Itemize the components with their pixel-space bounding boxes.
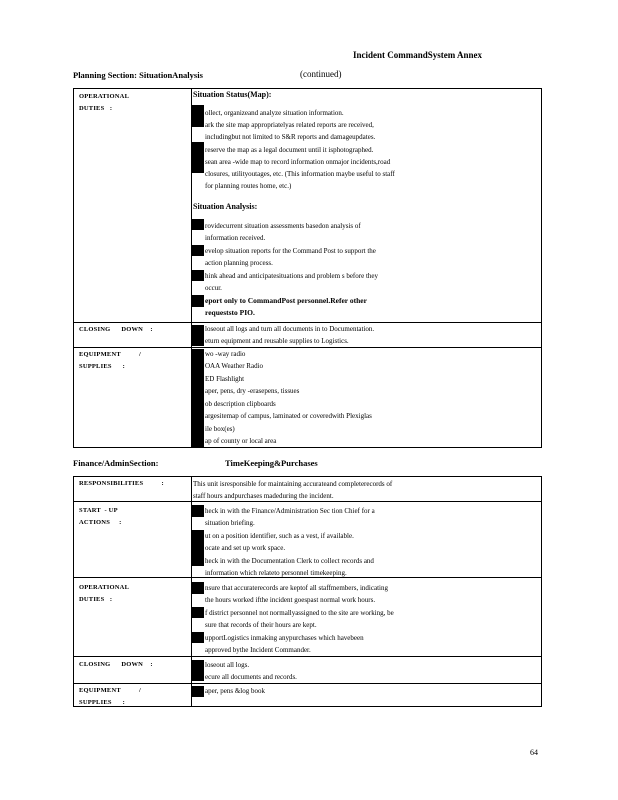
redaction-block	[192, 505, 204, 517]
closing-down-row	[74, 322, 541, 347]
text-line: reserve the map as a legal document until it isphotographed.	[205, 146, 374, 154]
redaction-block	[192, 245, 204, 256]
redaction-block	[192, 151, 204, 173]
section-heading: Planning Section: SituationAnalysis	[73, 70, 203, 80]
text-line: loseout all logs and turn all documents in to Documentation.	[205, 325, 375, 333]
row-label: OPERATIONAL DUTIES :	[79, 93, 130, 112]
redaction-block	[192, 219, 204, 230]
row-label: START - UP ACTIONS :	[79, 507, 122, 526]
redaction-block	[192, 582, 204, 594]
equipment-row	[74, 347, 541, 449]
text-line: action planning process.	[205, 259, 273, 267]
row-label: EQUIPMENT / SUPPLIES :	[79, 687, 142, 706]
redaction-block	[192, 270, 204, 281]
text-line: aper, pens, dry -erasepens, tissues	[205, 387, 300, 395]
text-line: ap of county or local area	[205, 437, 277, 445]
row-label: RESPONSIBILITIES :	[79, 480, 164, 487]
text-line: heck in with the Finance/Administration Sec tion Chief for a	[205, 507, 375, 515]
row-label: CLOSING DOWN :	[79, 661, 153, 668]
text-line: wo -way radio	[205, 350, 246, 358]
finance-closing-down-row	[74, 656, 541, 683]
situation-status-heading: Situation Status(Map):	[193, 90, 272, 99]
redaction-block	[192, 632, 204, 643]
text-line: ile box(es)	[205, 425, 235, 433]
text-line: includingbut not limited to S&R reports and damageupdates.	[205, 133, 376, 141]
text-line: information which relateto personnel timekeeping.	[205, 569, 347, 577]
finance-section-title: Finance/AdminSection:	[73, 458, 159, 468]
text-line: ED Flashlight	[205, 375, 245, 383]
text-line: f district personnel not normallyassigned to the site are working, be	[205, 609, 394, 617]
text-line: ollect, organizeand analyze situation information.	[205, 109, 344, 117]
page-number: 64	[530, 748, 538, 757]
redaction-block	[192, 660, 204, 681]
situation-analysis-heading: Situation Analysis:	[193, 202, 258, 211]
text-line: occur.	[205, 284, 222, 292]
redaction-block	[192, 686, 204, 697]
row-label: CLOSING DOWN :	[79, 326, 153, 333]
text-line: aper, pens &log book	[205, 687, 265, 695]
text-line: argesitemap of campus, laminated or coveredwith Plexiglas	[205, 412, 372, 420]
text-line: ob description clipboards	[205, 400, 276, 408]
text-line: upportLogistics inmaking anypurchases which havebeen	[205, 634, 364, 642]
text-line: ark the site map appropriatelyas related reports are received,	[205, 121, 374, 129]
header-title: Incident CommandSystem Annex	[353, 50, 483, 60]
redaction-block	[192, 325, 204, 346]
text-line: eturn equipment and reusable supplies to Logistics.	[205, 337, 349, 345]
row-label: OPERATIONAL DUTIES :	[79, 584, 130, 603]
finance-equipment-row	[74, 683, 541, 708]
operational-duties-row	[74, 89, 541, 322]
text-line: ut on a position identifier, such as a vest, if available.	[205, 532, 354, 540]
text-line: rovidecurrent situation assessments basedon analysis of	[205, 222, 361, 230]
text-line: loseout all logs.	[205, 661, 250, 669]
continued-note: (continued)	[300, 69, 342, 79]
redaction-block	[192, 530, 204, 566]
text-line: requeststo PIO.	[205, 308, 255, 317]
planning-table	[73, 88, 542, 448]
finance-section-subtitle: TimeKeeping&Purchases	[225, 458, 318, 468]
finance-table	[73, 476, 542, 707]
text-line: nsure that accuraterecords are keptof all staffmembers, indicating	[205, 584, 388, 592]
text-line: ecure all documents and records.	[205, 673, 297, 681]
start-up-row	[74, 501, 541, 577]
text-line: OAA Weather Radio	[205, 362, 264, 370]
text-line: hink ahead and anticipatesituations and problem s before they	[205, 272, 379, 280]
text-line: for planning routes home, etc.)	[205, 182, 292, 190]
text-line: ocate and set up work space.	[205, 544, 286, 552]
text-line: closures, utilityoutages, etc. (This information maybe useful to staff	[205, 170, 395, 178]
redaction-block	[192, 295, 204, 307]
redaction-block	[192, 607, 204, 618]
text-line: This unit isresponsible for maintaining accurateand completerecords of	[193, 480, 393, 488]
redaction-block	[192, 349, 204, 448]
text-line: the hours worked ifthe incident goespast normal work hours.	[205, 596, 376, 604]
text-line: eport only to CommandPost personnel.Refer other	[205, 296, 367, 305]
text-line: sean area -wide map to record information onmajor incidents,road	[205, 158, 391, 166]
redaction-block	[192, 105, 204, 127]
text-line: information received.	[205, 234, 266, 242]
text-line: situation briefing.	[205, 519, 255, 527]
responsibilities-row	[74, 477, 541, 501]
row-label: EQUIPMENT / SUPPLIES :	[79, 351, 142, 370]
text-line: approved bythe Incident Commander.	[205, 646, 311, 654]
text-line: heck in with the Documentation Clerk to collect records and	[205, 557, 374, 565]
finance-operational-duties-row	[74, 577, 541, 656]
text-line: sure that records of their hours are kept.	[205, 621, 317, 629]
text-line: staff hours andpurchases madeduring the incident.	[193, 492, 334, 500]
text-line: evelop situation reports for the Command Post to support the	[205, 247, 376, 255]
